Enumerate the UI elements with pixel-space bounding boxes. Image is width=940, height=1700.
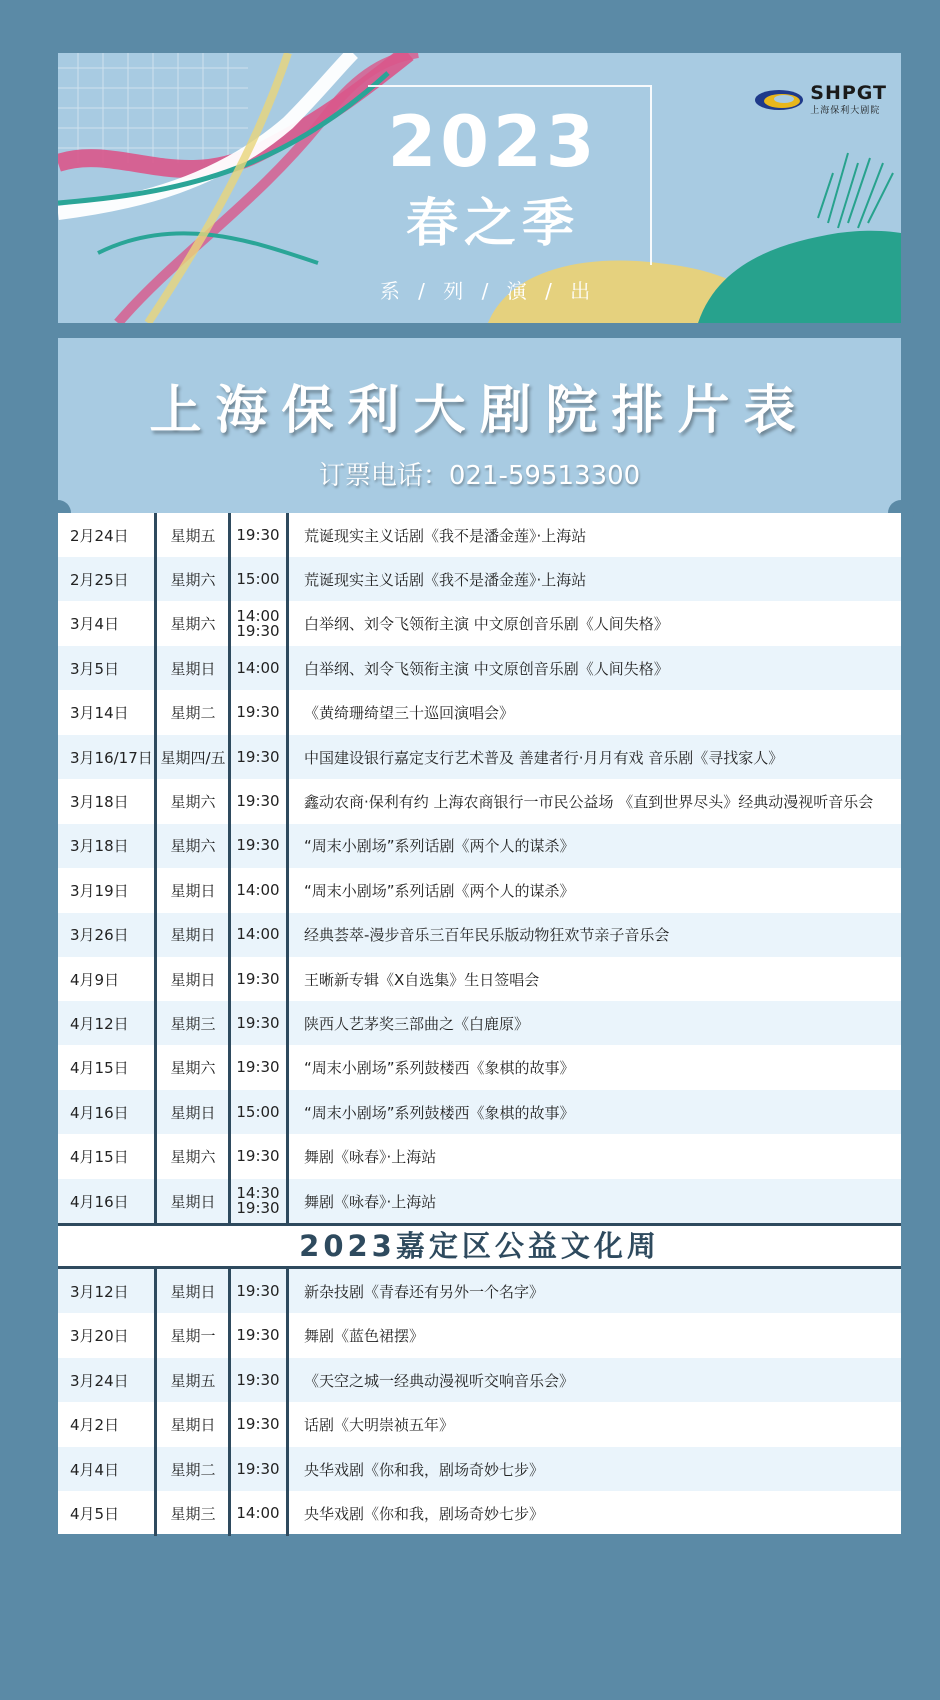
time-cell: 14:00 <box>236 1503 280 1522</box>
weekday-cell: 星期一 <box>170 1327 216 1346</box>
date-cell: 3月14日 <box>70 704 129 723</box>
title-cell: “周末小剧场”系列话剧《两个人的谋杀》 <box>304 881 575 900</box>
date-cell: 3月12日 <box>70 1282 129 1301</box>
schedule-row <box>58 646 901 690</box>
logo-subtext: 上海保利大剧院 <box>810 106 881 116</box>
title-cell: 舞剧《咏春》·上海站 <box>304 1192 437 1211</box>
time-cell: 14:00 <box>236 925 280 944</box>
title-cell: “周末小剧场”系列话剧《两个人的谋杀》 <box>304 837 575 856</box>
title-cell: 陕西人艺茅奖三部曲之《白鹿原》 <box>304 1014 530 1033</box>
schedule-row <box>58 913 901 957</box>
weekday-cell: 星期六 <box>170 1148 216 1167</box>
logo-text: SHPGT <box>810 82 887 104</box>
weekday-cell: 星期六 <box>170 1059 216 1078</box>
page-title: 上海保利大剧院排片表 <box>149 381 810 441</box>
column-divider <box>228 513 231 1223</box>
time-cell: 14:00 <box>236 658 280 677</box>
poster-banner <box>58 53 901 323</box>
schedule-ticket <box>58 338 901 1534</box>
schedule-row <box>58 779 901 823</box>
title-cell: 白举纲、刘令飞领衔主演 中文原创音乐剧《人间失格》 <box>304 615 669 634</box>
time-cell: 19:30 <box>236 1370 280 1389</box>
weekday-cell: 星期日 <box>170 926 216 945</box>
time-cell: 19:30 <box>236 703 280 722</box>
time-cell: 19:30 <box>236 1326 280 1345</box>
date-cell: 4月16日 <box>70 1192 129 1211</box>
title-cell: 舞剧《蓝色裙摆》 <box>304 1327 425 1346</box>
column-divider <box>154 1269 157 1535</box>
date-cell: 4月15日 <box>70 1059 129 1078</box>
column-divider <box>286 513 289 1223</box>
schedule-row <box>58 1090 901 1134</box>
title-cell: 经典荟萃-漫步音乐三百年民乐版动物狂欢节亲子音乐会 <box>304 926 670 945</box>
title-cell: “周末小剧场”系列鼓楼西《象棋的故事》 <box>304 1103 575 1122</box>
title-cell: 王晰新专辑《X自选集》生日签唱会 <box>304 970 540 989</box>
banner-season: 春之季 <box>405 194 580 254</box>
date-cell: 3月24日 <box>70 1371 129 1390</box>
title-cell: 荒诞现实主义话剧《我不是潘金莲》·上海站 <box>304 526 587 545</box>
title-cell: 鑫动农商·保利有约 上海农商银行一市民公益场 《直到世界尽头》经典动漫视听音乐会 <box>304 792 874 811</box>
time-cell: 19:30 <box>236 791 280 810</box>
title-cell: 新杂技剧《青春还有另外一个名字》 <box>304 1282 545 1301</box>
date-cell: 4月5日 <box>70 1504 120 1523</box>
date-cell: 4月4日 <box>70 1460 120 1479</box>
title-cell: “周末小剧场”系列鼓楼西《象棋的故事》 <box>304 1059 575 1078</box>
time-cell: 19:30 <box>236 1058 280 1077</box>
time-cell: 14:00 <box>236 880 280 899</box>
weekday-cell: 星期三 <box>170 1014 216 1033</box>
schedule-row <box>58 1179 901 1223</box>
time-cell: 19:30 <box>236 1415 280 1434</box>
schedule-row <box>58 1269 901 1313</box>
schedule-row <box>58 1447 901 1491</box>
booking-phone: 订票电话：021-59513300 <box>318 461 641 491</box>
title-cell: 《天空之城一经典动漫视听交响音乐会》 <box>304 1371 575 1390</box>
weekday-cell: 星期五 <box>170 526 216 545</box>
date-cell: 4月12日 <box>70 1014 129 1033</box>
time-cell: 19:30 <box>236 1013 280 1032</box>
weekday-cell: 星期六 <box>170 837 216 856</box>
weekday-cell: 星期日 <box>170 1103 216 1122</box>
time-cell: 19:30 <box>236 1281 280 1300</box>
schedule-row <box>58 1046 901 1090</box>
title-cell: 舞剧《咏春》·上海站 <box>304 1148 437 1167</box>
weekday-cell: 星期日 <box>170 659 216 678</box>
schedule-row <box>58 957 901 1001</box>
date-cell: 3月18日 <box>70 837 129 856</box>
banner-series: 系 / 列 / 演 / 出 <box>379 279 597 303</box>
schedule-row <box>58 868 901 912</box>
time-cell: 19:30 <box>236 836 280 855</box>
weekday-cell: 星期六 <box>170 615 216 634</box>
schedule-row <box>58 691 901 735</box>
date-cell: 3月20日 <box>70 1327 129 1346</box>
title-cell: 《黄绮珊绮望三十巡回演唱会》 <box>304 704 515 723</box>
date-cell: 4月2日 <box>70 1416 120 1435</box>
title-cell: 荒诞现实主义话剧《我不是潘金莲》·上海站 <box>304 570 587 589</box>
schedule-header <box>58 338 901 513</box>
column-divider <box>286 1269 289 1535</box>
weekday-cell: 星期六 <box>170 792 216 811</box>
weekday-cell: 星期二 <box>170 704 216 723</box>
logo-icon <box>754 87 804 113</box>
time-cell: 19:30 <box>236 1459 280 1478</box>
weekday-cell: 星期五 <box>170 1371 216 1390</box>
time-cell: 15:00 <box>236 1102 280 1121</box>
title-cell: 央华戏剧《你和我，剧场奇妙七步》 <box>304 1460 545 1479</box>
weekday-cell: 星期四/五 <box>160 748 226 767</box>
date-cell: 4月15日 <box>70 1148 129 1167</box>
time-cell: 19:30 <box>236 969 280 988</box>
time-cell: 14:00 19:30 <box>236 606 280 640</box>
time-cell: 14:30 19:30 <box>236 1184 280 1217</box>
schedule-row <box>58 513 901 557</box>
date-cell: 3月5日 <box>70 659 120 678</box>
schedule-row <box>58 602 901 646</box>
date-cell: 4月9日 <box>70 970 120 989</box>
weekday-cell: 星期日 <box>170 1192 216 1211</box>
date-cell: 3月4日 <box>70 615 120 634</box>
schedule-row <box>58 1314 901 1358</box>
time-cell: 19:30 <box>236 1147 280 1166</box>
title-cell: 中国建设银行嘉定支行艺术普及 善建者行·月月有戏 音乐剧《寻找家人》 <box>304 748 784 767</box>
schedule-row <box>58 557 901 601</box>
schedule-row <box>58 1001 901 1045</box>
date-cell: 3月18日 <box>70 792 129 811</box>
theatre-logo <box>754 83 887 116</box>
schedule-row <box>58 824 901 868</box>
weekday-cell: 星期日 <box>170 1416 216 1435</box>
schedule-row <box>58 735 901 779</box>
time-cell: 19:30 <box>236 747 280 766</box>
weekday-cell: 星期三 <box>170 1504 216 1523</box>
date-cell: 3月26日 <box>70 926 129 945</box>
schedule-row <box>58 1358 901 1402</box>
date-cell: 2月25日 <box>70 570 129 589</box>
weekday-cell: 星期日 <box>170 881 216 900</box>
schedule-row <box>58 1135 901 1179</box>
title-cell: 话剧《大明崇祯五年》 <box>304 1416 455 1435</box>
schedule-row <box>58 1491 901 1535</box>
date-cell: 3月19日 <box>70 881 129 900</box>
schedule-row <box>58 1403 901 1447</box>
weekday-cell: 星期六 <box>170 570 216 589</box>
weekday-cell: 星期日 <box>170 1282 216 1301</box>
banner-year: 2023 <box>387 101 599 183</box>
time-cell: 15:00 <box>236 569 280 588</box>
section-title: 2023嘉定区公益文化周 <box>58 1223 901 1269</box>
time-cell: 19:30 <box>236 525 280 544</box>
column-divider <box>228 1269 231 1535</box>
title-cell: 央华戏剧《你和我，剧场奇妙七步》 <box>304 1504 545 1523</box>
date-cell: 2月24日 <box>70 526 129 545</box>
weekday-cell: 星期二 <box>170 1460 216 1479</box>
title-cell: 白举纲、刘令飞领衔主演 中文原创音乐剧《人间失格》 <box>304 659 669 678</box>
date-cell: 3月16/17日 <box>70 748 153 767</box>
column-divider <box>154 513 157 1223</box>
schedule-table <box>58 513 901 1534</box>
date-cell: 4月16日 <box>70 1103 129 1122</box>
weekday-cell: 星期日 <box>170 970 216 989</box>
